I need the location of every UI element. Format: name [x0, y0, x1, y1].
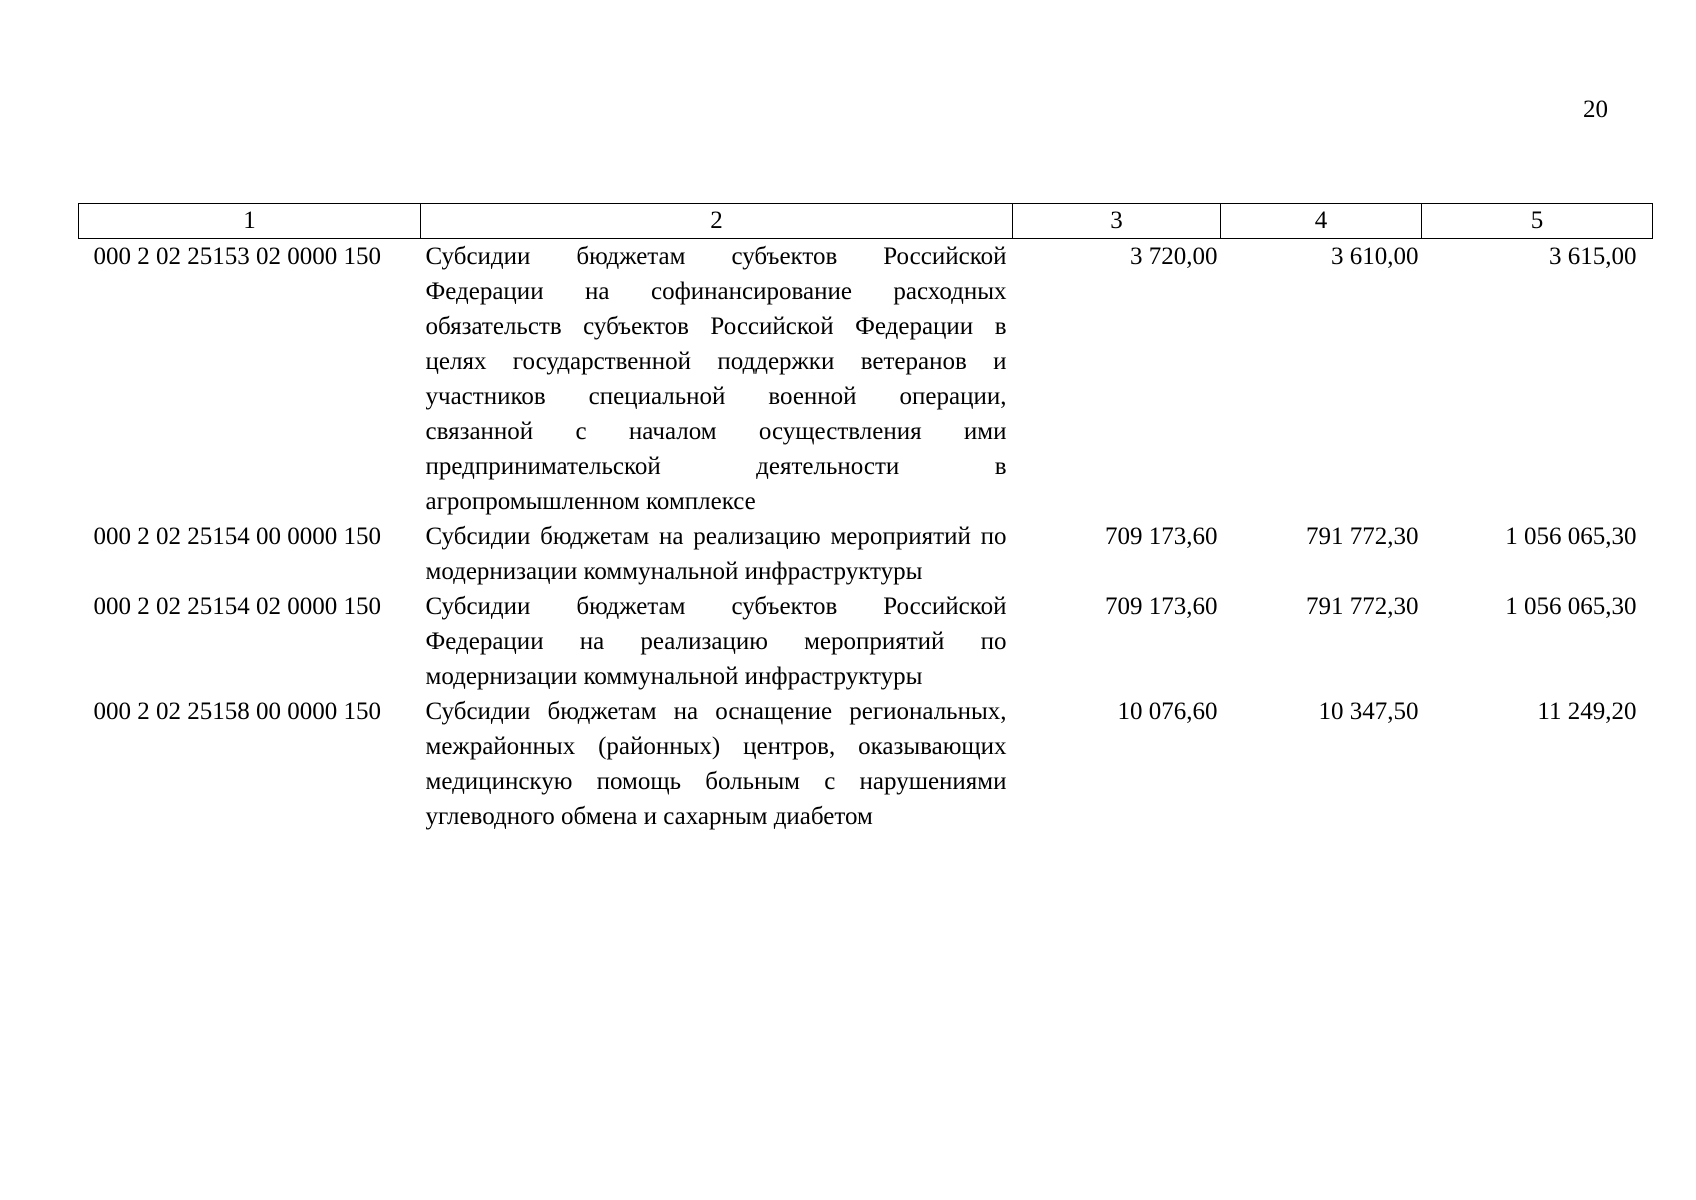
row-description: Субсидии бюджетам на реализацию мероприятий по модернизации коммунальной инфраструктуры — [425, 523, 1007, 585]
amount-col-5: 11 249,20 — [1537, 698, 1637, 725]
budget-code: 000 2 02 25154 00 0000 150 — [93, 523, 381, 550]
column-header-4: 4 — [1221, 204, 1422, 239]
amount-col-3: 709 173,60 — [1105, 593, 1218, 620]
amount-col-3: 10 076,60 — [1117, 698, 1218, 725]
amount-col-4: 791 772,30 — [1306, 593, 1419, 620]
table-row — [79, 519, 1653, 589]
column-header-2: 2 — [421, 204, 1013, 239]
budget-code: 000 2 02 25154 02 0000 150 — [93, 593, 381, 620]
table-header-row — [79, 204, 1653, 239]
row-description: Субсидии бюджетам субъектов Российской Федерации на реализацию мероприятий по модернизации коммунальной инфраструктуры — [425, 593, 1007, 690]
column-header-1: 1 — [79, 204, 421, 239]
revenue-table — [78, 203, 1653, 834]
budget-code: 000 2 02 25153 02 0000 150 — [93, 243, 381, 270]
amount-col-5: 3 615,00 — [1549, 243, 1637, 270]
table-row — [79, 589, 1653, 694]
amount-col-5: 1 056 065,30 — [1505, 593, 1637, 620]
amount-col-4: 791 772,30 — [1306, 523, 1419, 550]
amount-col-3: 3 720,00 — [1130, 243, 1218, 270]
page-number: 20 — [1583, 96, 1608, 123]
amount-col-4: 3 610,00 — [1331, 243, 1419, 270]
table-row — [79, 694, 1653, 834]
amount-col-5: 1 056 065,30 — [1505, 523, 1637, 550]
column-header-5: 5 — [1422, 204, 1653, 239]
row-description: Субсидии бюджетам на оснащение региональных, межрайонных (районных) центров, оказывающих медицинскую помощь больным с нарушениями углеводного обмена и сахарным диабетом — [425, 698, 1007, 830]
amount-col-3: 709 173,60 — [1105, 523, 1218, 550]
column-header-3: 3 — [1013, 204, 1221, 239]
row-description: Субсидии бюджетам субъектов Российской Федерации на софинансирование расходных обязательств субъектов Российской Федерации в целях государственной поддержки ветеранов и участников специальной военной операции, связанной с началом осуществления ими предпринимательской деятельности в агропромышленном комплексе — [425, 243, 1007, 515]
table-row — [79, 239, 1653, 520]
amount-col-4: 10 347,50 — [1318, 698, 1419, 725]
budget-code: 000 2 02 25158 00 0000 150 — [93, 698, 381, 725]
